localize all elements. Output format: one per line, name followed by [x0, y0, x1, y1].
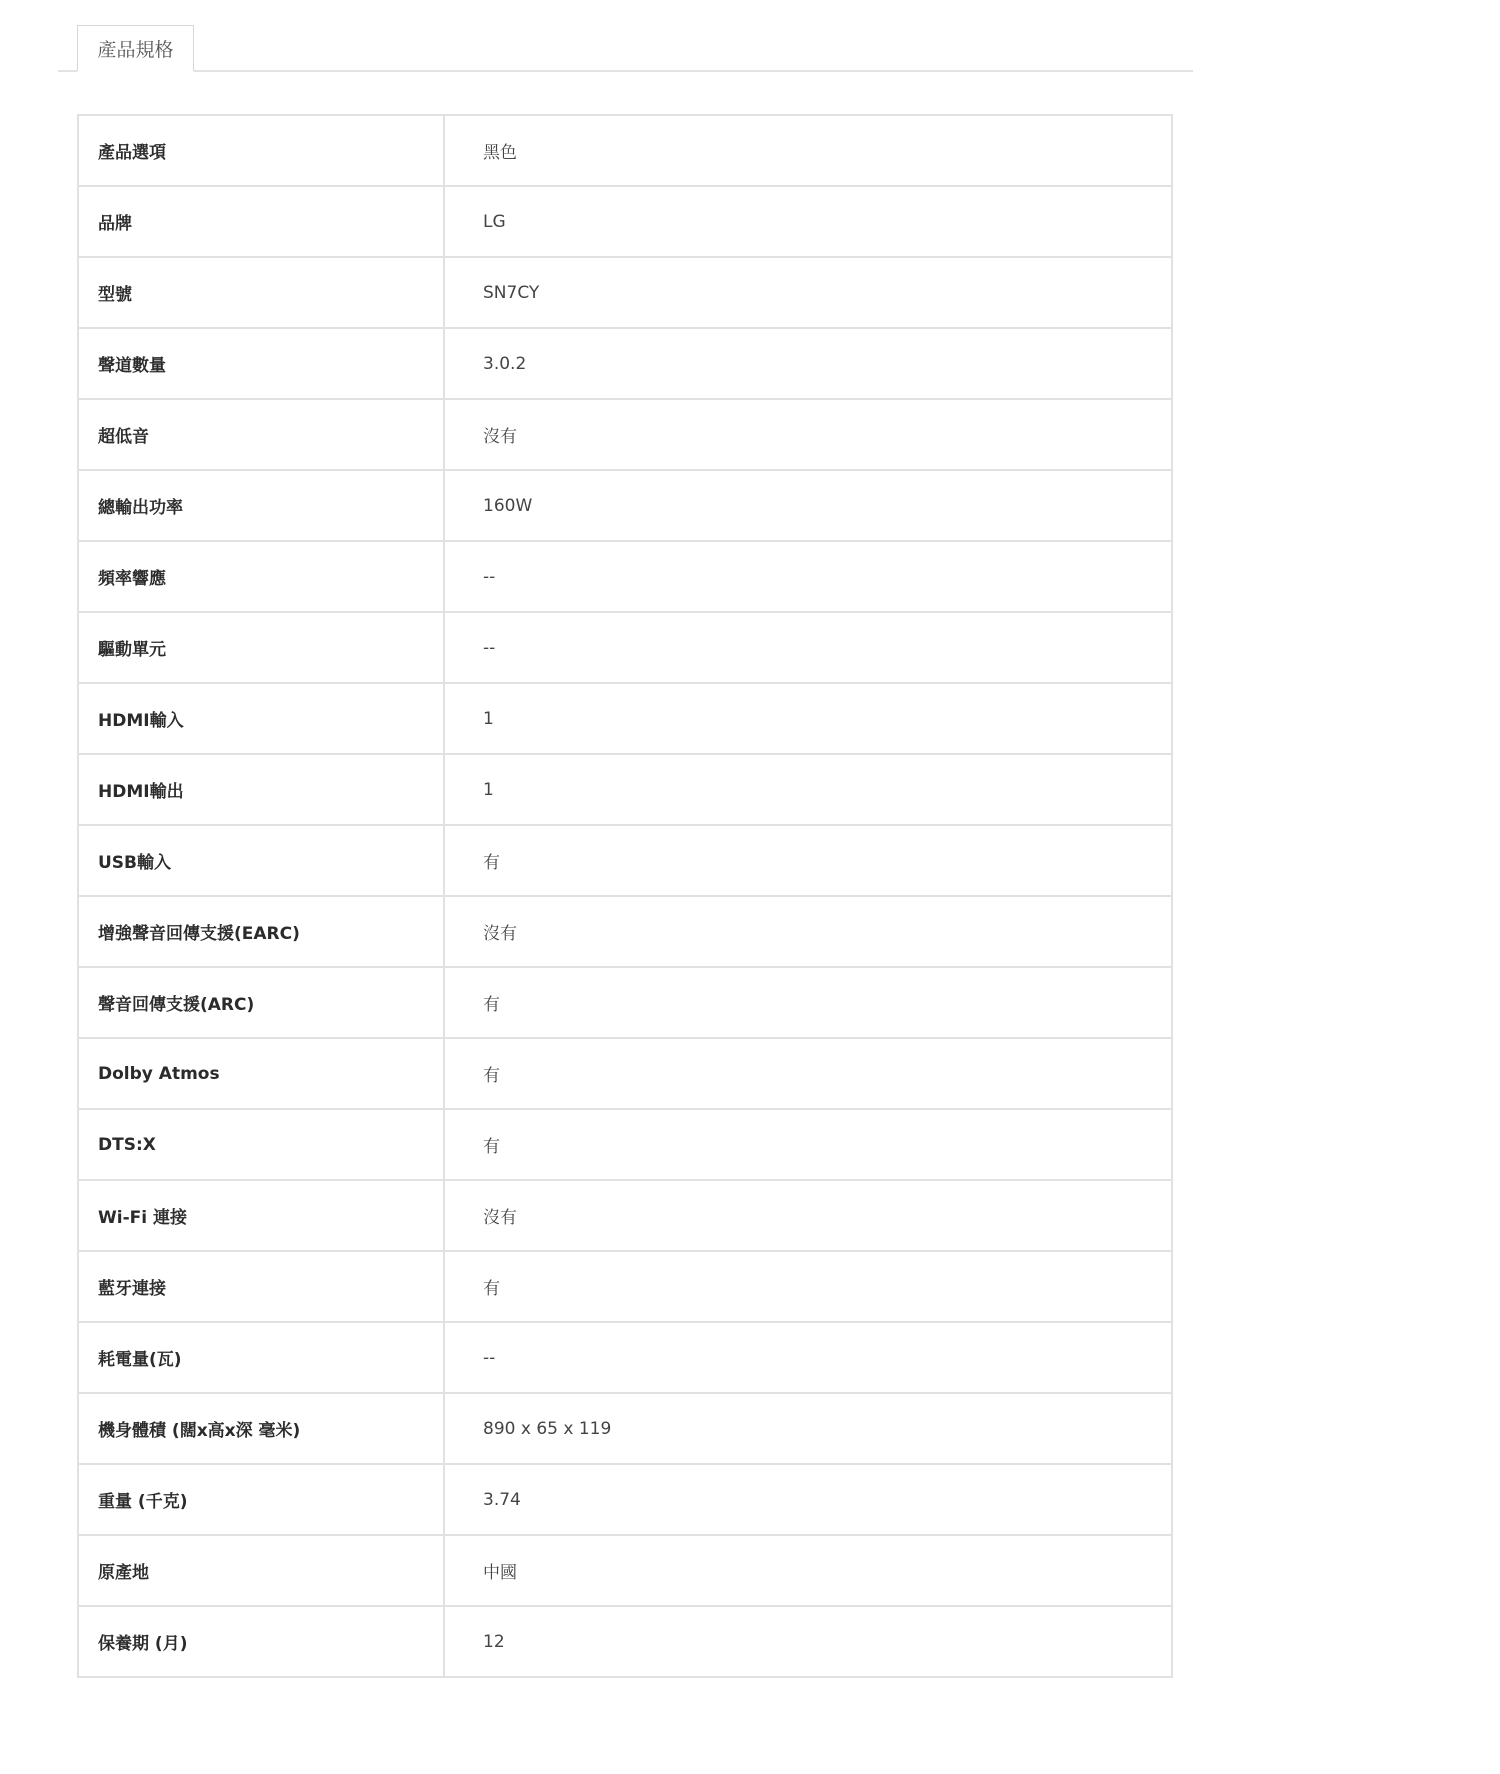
- spec-table: [77, 114, 1173, 1678]
- spec-value: 中國: [444, 1535, 1172, 1606]
- spec-label: USB輸入: [78, 825, 444, 896]
- spec-value: 有: [444, 1038, 1172, 1109]
- spec-value: 沒有: [444, 896, 1172, 967]
- spec-label: 原產地: [78, 1535, 444, 1606]
- spec-value: 黑色: [444, 115, 1172, 186]
- table-row: [78, 754, 1172, 825]
- table-row: [78, 1251, 1172, 1322]
- table-row: [78, 257, 1172, 328]
- table-row: [78, 1535, 1172, 1606]
- spec-label: 耗電量(瓦): [78, 1322, 444, 1393]
- spec-value: 3.74: [444, 1464, 1172, 1535]
- table-row: [78, 1180, 1172, 1251]
- spec-value: SN7CY: [444, 257, 1172, 328]
- spec-value: 有: [444, 825, 1172, 896]
- spec-label: 保養期 (月): [78, 1606, 444, 1677]
- spec-value: 160W: [444, 470, 1172, 541]
- spec-label: Dolby Atmos: [78, 1038, 444, 1109]
- spec-value: 有: [444, 1251, 1172, 1322]
- tab-product-specs[interactable]: 產品規格: [77, 25, 194, 72]
- table-row: [78, 399, 1172, 470]
- spec-label: Wi-Fi 連接: [78, 1180, 444, 1251]
- spec-value: 有: [444, 1109, 1172, 1180]
- spec-label: 重量 (千克): [78, 1464, 444, 1535]
- table-row: [78, 967, 1172, 1038]
- spec-value: --: [444, 612, 1172, 683]
- spec-label: 產品選項: [78, 115, 444, 186]
- spec-label: 聲道數量: [78, 328, 444, 399]
- table-row: [78, 328, 1172, 399]
- spec-label: 品牌: [78, 186, 444, 257]
- table-row: [78, 825, 1172, 896]
- spec-value: 沒有: [444, 1180, 1172, 1251]
- spec-value: LG: [444, 186, 1172, 257]
- spec-label: 超低音: [78, 399, 444, 470]
- spec-label: 驅動單元: [78, 612, 444, 683]
- table-row: [78, 1464, 1172, 1535]
- table-row: [78, 470, 1172, 541]
- spec-label: 頻率響應: [78, 541, 444, 612]
- spec-value: --: [444, 1322, 1172, 1393]
- spec-value: 1: [444, 683, 1172, 754]
- spec-value: 沒有: [444, 399, 1172, 470]
- spec-label: 聲音回傳支援(ARC): [78, 967, 444, 1038]
- spec-value: 3.0.2: [444, 328, 1172, 399]
- table-row: [78, 1606, 1172, 1677]
- table-row: [78, 541, 1172, 612]
- spec-value: 890 x 65 x 119: [444, 1393, 1172, 1464]
- spec-value: 1: [444, 754, 1172, 825]
- spec-value: 有: [444, 967, 1172, 1038]
- spec-label: HDMI輸入: [78, 683, 444, 754]
- table-row: [78, 1109, 1172, 1180]
- table-row: [78, 1038, 1172, 1109]
- table-row: [78, 612, 1172, 683]
- table-row: [78, 115, 1172, 186]
- spec-label: 型號: [78, 257, 444, 328]
- spec-label: 藍牙連接: [78, 1251, 444, 1322]
- spec-label: 增強聲音回傳支援(EARC): [78, 896, 444, 967]
- spec-label: 總輸出功率: [78, 470, 444, 541]
- spec-table-body: [78, 115, 1172, 1677]
- spec-value: --: [444, 541, 1172, 612]
- table-row: [78, 1393, 1172, 1464]
- spec-label: 機身體積 (闊x高x深 毫米): [78, 1393, 444, 1464]
- tab-bar: [58, 0, 1193, 72]
- spec-label: DTS:X: [78, 1109, 444, 1180]
- table-row: [78, 683, 1172, 754]
- table-row: [78, 186, 1172, 257]
- table-row: [78, 1322, 1172, 1393]
- spec-label: HDMI輸出: [78, 754, 444, 825]
- spec-value: 12: [444, 1606, 1172, 1677]
- table-row: [78, 896, 1172, 967]
